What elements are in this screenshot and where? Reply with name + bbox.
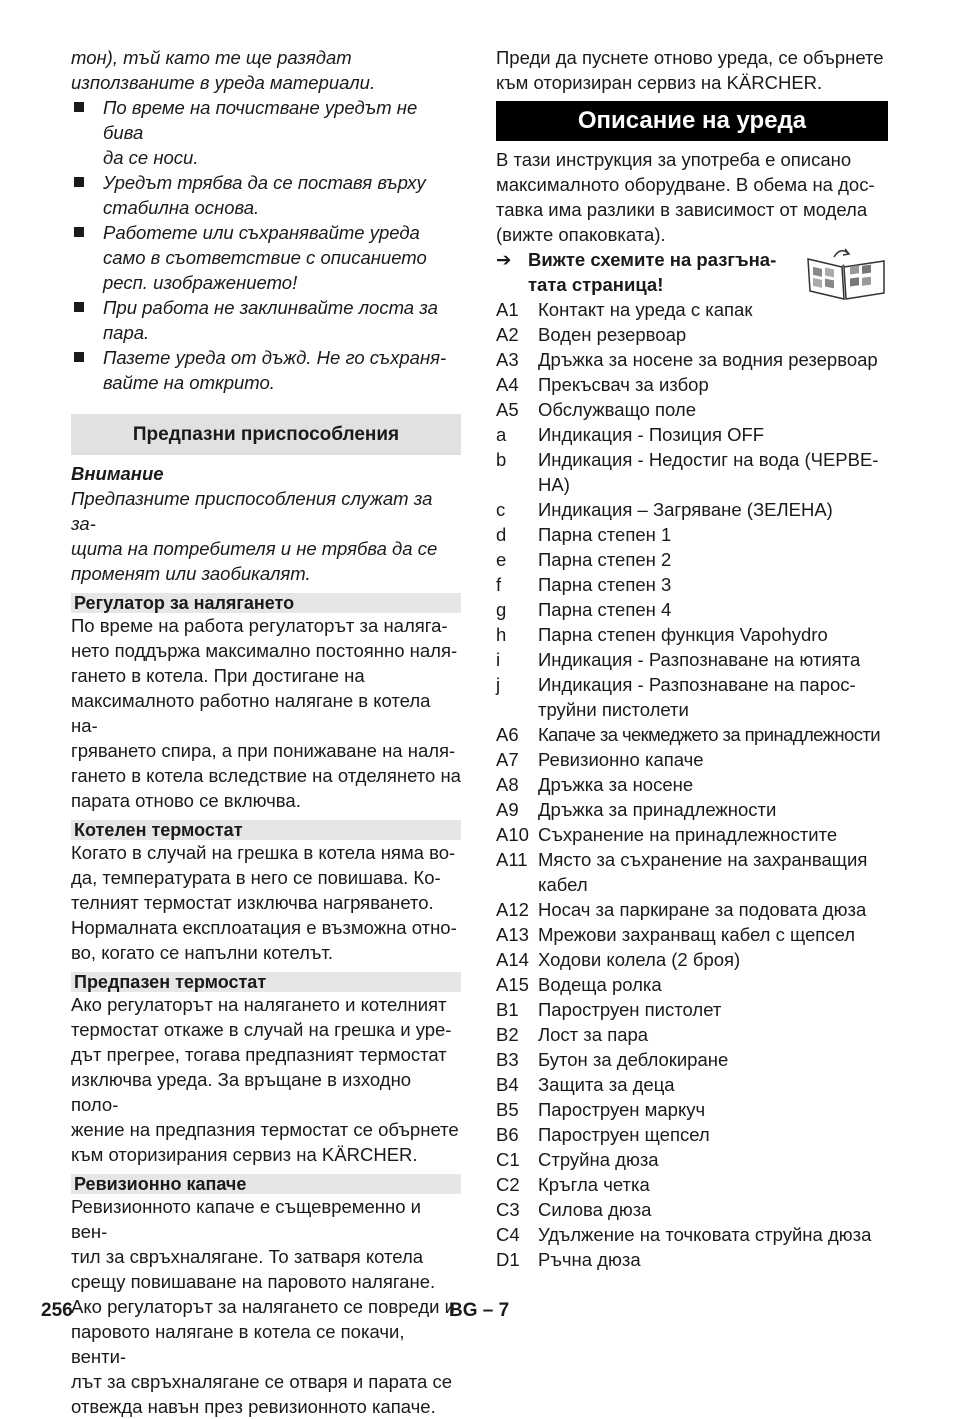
legend-key: A9 bbox=[496, 799, 519, 820]
bullet-item bbox=[71, 95, 461, 170]
text-line: да се носи. bbox=[103, 147, 199, 168]
text-line: При работа не заклинвайте лоста за bbox=[103, 297, 438, 318]
text-line: во, когато се напълни котелът. bbox=[71, 942, 333, 963]
subsection-heading: Котелен термостат bbox=[71, 820, 461, 840]
legend-key: h bbox=[496, 624, 507, 645]
legend-label bbox=[538, 847, 888, 897]
legend-key: C1 bbox=[496, 1149, 520, 1170]
legend-key: g bbox=[496, 599, 507, 620]
legend-key: f bbox=[496, 574, 502, 595]
legend-label: Водеща ролка bbox=[538, 974, 662, 995]
legend-label: Бутон за деблокиране bbox=[538, 1049, 729, 1070]
legend-key: C2 bbox=[496, 1174, 520, 1195]
text-line: (вижте опаковката). bbox=[496, 224, 666, 245]
legend-label: Парна степен функция Vapohydro bbox=[538, 624, 828, 645]
legend-label: Парна степен 1 bbox=[538, 524, 672, 545]
legend-key: c bbox=[496, 499, 506, 520]
legend-label: Индикация - Разпознаване на ютията bbox=[538, 649, 861, 670]
text-line: гряването спира, а при понижаване на наля- bbox=[71, 740, 456, 761]
text-line: парата отново се включва. bbox=[71, 790, 301, 811]
legend-label: Индикация - Позиция OFF bbox=[538, 424, 765, 445]
text-line: телният термостат изключва нагряването. bbox=[71, 892, 434, 913]
legend-key: B6 bbox=[496, 1124, 519, 1145]
text-line: Работете или съхранявайте уреда bbox=[103, 222, 420, 243]
legend-label: Парна степен 4 bbox=[538, 599, 672, 620]
text-line: Ако регулаторът на налягането и котелният bbox=[71, 994, 447, 1015]
legend-item bbox=[496, 647, 888, 672]
bullet-item bbox=[71, 345, 461, 395]
legend-item bbox=[496, 1197, 888, 1222]
text-line: тавка има разлики в зависимост от модела bbox=[496, 199, 868, 220]
text-line: Място за съхранение на захранващия bbox=[538, 849, 868, 870]
legend-item bbox=[496, 1172, 888, 1197]
legend-label: Ревизионно капаче bbox=[538, 749, 704, 770]
legend-item bbox=[496, 897, 888, 922]
text-line: По време на работа регулаторът за наляга- bbox=[71, 615, 448, 636]
description-text bbox=[496, 147, 888, 247]
legend-item bbox=[496, 672, 888, 722]
text-line: към оторизиран сервиз на KÄRCHER. bbox=[496, 72, 823, 93]
legend-key: B5 bbox=[496, 1099, 519, 1120]
legend-label: Пароструен щепсел bbox=[538, 1124, 710, 1145]
device-description-heading: Описание на уреда bbox=[496, 101, 888, 141]
text-line: По време на почистване уредът не бива bbox=[103, 97, 418, 143]
text-line: тон), тъй като те ще разядат bbox=[71, 47, 352, 68]
text-line: Индикация - Недостиг на вода (ЧЕРВЕ- bbox=[538, 449, 879, 470]
safety-bullet-list bbox=[71, 95, 461, 395]
attention-title: Внимание bbox=[71, 463, 164, 484]
legend-item bbox=[496, 1247, 888, 1272]
text-line: да, температурата в него се повишава. Ко- bbox=[71, 867, 441, 888]
legend-label bbox=[538, 672, 888, 722]
text-line: тил за свръхналягане. То затваря котела bbox=[71, 1246, 424, 1267]
attention-text bbox=[71, 486, 461, 586]
subsection-heading: Предпазен термостат bbox=[71, 972, 461, 992]
legend-key: A15 bbox=[496, 974, 529, 995]
legend-key: A14 bbox=[496, 949, 529, 970]
safety-thermostat-section bbox=[71, 972, 461, 1167]
legend-item bbox=[496, 497, 888, 522]
page-number: 256 bbox=[41, 1300, 73, 1321]
intro-continuation bbox=[71, 45, 461, 95]
legend-item bbox=[496, 397, 888, 422]
legend-item bbox=[496, 747, 888, 772]
legend-key: A13 bbox=[496, 924, 529, 945]
square-bullet-icon bbox=[74, 352, 84, 362]
text-line: лът за свръхналягане се отваря и парата се bbox=[71, 1371, 453, 1392]
legend-key: D1 bbox=[496, 1249, 520, 1270]
arrow-right-icon: ➔ bbox=[496, 249, 512, 270]
legend-key: A2 bbox=[496, 324, 519, 345]
text-line: жение на предпазния термостат се обърнете bbox=[71, 1119, 459, 1140]
legend-key: A10 bbox=[496, 824, 529, 845]
square-bullet-icon bbox=[74, 227, 84, 237]
inspection-cover-section bbox=[71, 1174, 461, 1419]
legend-key: d bbox=[496, 524, 507, 545]
legend-key: A5 bbox=[496, 399, 519, 420]
legend-key: C3 bbox=[496, 1199, 520, 1220]
legend-label: Дръжка за принадлежности bbox=[538, 799, 777, 820]
legend-key: A7 bbox=[496, 749, 519, 770]
subsection-heading: Регулатор за налягането bbox=[71, 593, 461, 613]
text-line: термостат откаже в случай на грешка и уре- bbox=[71, 1019, 452, 1040]
legend-item bbox=[496, 1097, 888, 1122]
legend-item bbox=[496, 797, 888, 822]
text-line: Когато в случай на грешка в котела няма во- bbox=[71, 842, 456, 863]
legend-item bbox=[496, 372, 888, 397]
legend-item bbox=[496, 1222, 888, 1247]
page-label: BG – 7 bbox=[449, 1300, 510, 1321]
legend-key: A8 bbox=[496, 774, 519, 795]
legend-label: Ръчна дюза bbox=[538, 1249, 641, 1270]
text-line: гането в котела вследствие на отделянето на bbox=[71, 765, 461, 786]
safety-devices-heading: Предпазни приспособления bbox=[71, 414, 461, 455]
legend-key: A3 bbox=[496, 349, 519, 370]
text-line: Преди да пуснете отново уреда, се обърнете bbox=[496, 47, 884, 68]
legend-key: A1 bbox=[496, 299, 519, 320]
legend-item bbox=[496, 822, 888, 847]
text-line: Уредът трябва да се поставя върху bbox=[103, 172, 426, 193]
legend-key: A11 bbox=[496, 849, 528, 870]
legend-label: Индикация – Загряване (ЗЕЛЕНА) bbox=[538, 499, 833, 520]
legend-item bbox=[496, 947, 888, 972]
text-line: Пазете уреда от дъжд. Не го съхраня- bbox=[103, 347, 447, 368]
text-line: максималното оборудване. В обема на дос- bbox=[496, 174, 875, 195]
legend-label: Защита за деца bbox=[538, 1074, 675, 1095]
legend-label: Носач за паркиране за подовата дюза bbox=[538, 899, 867, 920]
open-book-icon bbox=[804, 247, 888, 301]
legend-item bbox=[496, 622, 888, 647]
legend-label: Съхранение на принадлежностите bbox=[538, 824, 838, 845]
legend-label: Обслужващо поле bbox=[538, 399, 696, 420]
legend-key: B3 bbox=[496, 1049, 519, 1070]
see-diagrams-note bbox=[496, 247, 888, 297]
legend-key: e bbox=[496, 549, 507, 570]
text-line: паровото налягане в котела се покачи, венти- bbox=[71, 1321, 405, 1367]
legend-label: Парна степен 2 bbox=[538, 549, 672, 570]
legend-key: A12 bbox=[496, 899, 529, 920]
text-line: стабилна основа. bbox=[103, 197, 260, 218]
legend-item bbox=[496, 522, 888, 547]
text-line: нето поддържа максимално постоянно наля- bbox=[71, 640, 458, 661]
legend-label: Прекъсвач за избор bbox=[538, 374, 709, 395]
legend-label: Пароструен маркуч bbox=[538, 1099, 706, 1120]
pressure-regulator-section bbox=[71, 593, 461, 813]
legend-item bbox=[496, 772, 888, 797]
legend-label: Парна степен 3 bbox=[538, 574, 672, 595]
legend-label: Удължение на точковата струйна дюза bbox=[538, 1224, 872, 1245]
text-line: вайте на открито. bbox=[103, 372, 275, 393]
text-line: променят или заобикалят. bbox=[71, 563, 311, 584]
text-line: към оторизирания сервиз на KÄRCHER. bbox=[71, 1144, 418, 1165]
text-line: Предпазните приспособления служат за за- bbox=[71, 488, 433, 534]
text-line: труйни пистолети bbox=[538, 699, 689, 720]
legend-item bbox=[496, 847, 888, 897]
text-line: Ревизионното капаче е същевременно и вен- bbox=[71, 1196, 422, 1242]
bullet-item bbox=[71, 295, 461, 345]
legend-item bbox=[496, 1047, 888, 1072]
text-line: НА) bbox=[538, 474, 570, 495]
right-column bbox=[496, 45, 888, 1272]
text-line: кабел bbox=[538, 874, 588, 895]
subsection-heading: Ревизионно капаче bbox=[71, 1174, 461, 1194]
text-line: Нормалната експлоатация е възможна отно- bbox=[71, 917, 457, 938]
legend-item bbox=[496, 972, 888, 997]
legend-item bbox=[496, 447, 888, 497]
service-note bbox=[496, 45, 888, 95]
square-bullet-icon bbox=[74, 302, 84, 312]
legend-label: Струйна дюза bbox=[538, 1149, 659, 1170]
legend-key: b bbox=[496, 449, 507, 470]
bullet-item bbox=[71, 220, 461, 295]
legend-label: Силова дюза bbox=[538, 1199, 652, 1220]
legend-label: Ходови колела (2 броя) bbox=[538, 949, 741, 970]
legend-item bbox=[496, 422, 888, 447]
text-line: пара. bbox=[103, 322, 150, 343]
legend-label: Кръгла четка bbox=[538, 1174, 650, 1195]
legend-key: a bbox=[496, 424, 507, 445]
square-bullet-icon bbox=[74, 177, 84, 187]
legend-key: B2 bbox=[496, 1024, 519, 1045]
bullet-item bbox=[71, 170, 461, 220]
text-line: В тази инструкция за употреба е описано bbox=[496, 149, 852, 170]
text-line: отвежда навън през ревизионното капаче. bbox=[71, 1396, 436, 1417]
legend-item bbox=[496, 547, 888, 572]
legend-item bbox=[496, 1022, 888, 1047]
boiler-thermostat-section bbox=[71, 820, 461, 965]
legend-label: Капаче за чекмеджето за принадлежности bbox=[538, 724, 880, 745]
text-line: само в съответствие с описанието bbox=[103, 247, 427, 268]
legend-item bbox=[496, 997, 888, 1022]
text-line: изключва уреда. За връщане в изходно поло- bbox=[71, 1069, 412, 1115]
text-line: Вижте схемите на разгъна- bbox=[528, 249, 777, 270]
legend-item bbox=[496, 1072, 888, 1097]
component-legend-list bbox=[496, 297, 888, 1272]
legend-key: i bbox=[496, 649, 501, 670]
legend-item bbox=[496, 1147, 888, 1172]
square-bullet-icon bbox=[74, 102, 84, 112]
text-line: щита на потребителя и не трябва да се bbox=[71, 538, 438, 559]
legend-item bbox=[496, 722, 888, 747]
legend-label: Пароструен пистолет bbox=[538, 999, 722, 1020]
legend-label: Лост за пара bbox=[538, 1024, 649, 1045]
legend-label: Контакт на уреда с капак bbox=[538, 299, 753, 320]
text-line: Индикация - Разпознаване на парос- bbox=[538, 674, 856, 695]
legend-label: Дръжка за носене bbox=[538, 774, 694, 795]
legend-item bbox=[496, 1122, 888, 1147]
legend-label bbox=[538, 447, 888, 497]
legend-key: A6 bbox=[496, 724, 519, 745]
legend-label: Дръжка за носене за водния резервоар bbox=[538, 349, 878, 370]
text-line: максималното работно налягане в котела на- bbox=[71, 690, 431, 736]
legend-key: B4 bbox=[496, 1074, 519, 1095]
legend-item bbox=[496, 597, 888, 622]
left-column bbox=[71, 45, 461, 1419]
text-line: гането в котела. При достигане на bbox=[71, 665, 365, 686]
text-line: респ. изображението! bbox=[103, 272, 298, 293]
legend-key: B1 bbox=[496, 999, 519, 1020]
text-line: използваните в уреда материали. bbox=[71, 72, 376, 93]
legend-item bbox=[496, 922, 888, 947]
text-line: Ако регулаторът за налягането се повреди и bbox=[71, 1296, 455, 1317]
legend-key: A4 bbox=[496, 374, 519, 395]
legend-key: C4 bbox=[496, 1224, 520, 1245]
legend-key: j bbox=[496, 674, 501, 695]
legend-label: Воден резервоар bbox=[538, 324, 687, 345]
legend-item bbox=[496, 572, 888, 597]
text-line: тата страница! bbox=[528, 274, 664, 295]
legend-item bbox=[496, 322, 888, 347]
legend-label: Мрежови захранващ кабел с щепсел bbox=[538, 924, 856, 945]
text-line: дът прегрее, тогава предпазният термостат bbox=[71, 1044, 447, 1065]
legend-item bbox=[496, 347, 888, 372]
text-line: срещу повишаване на паровото налягане. bbox=[71, 1271, 436, 1292]
